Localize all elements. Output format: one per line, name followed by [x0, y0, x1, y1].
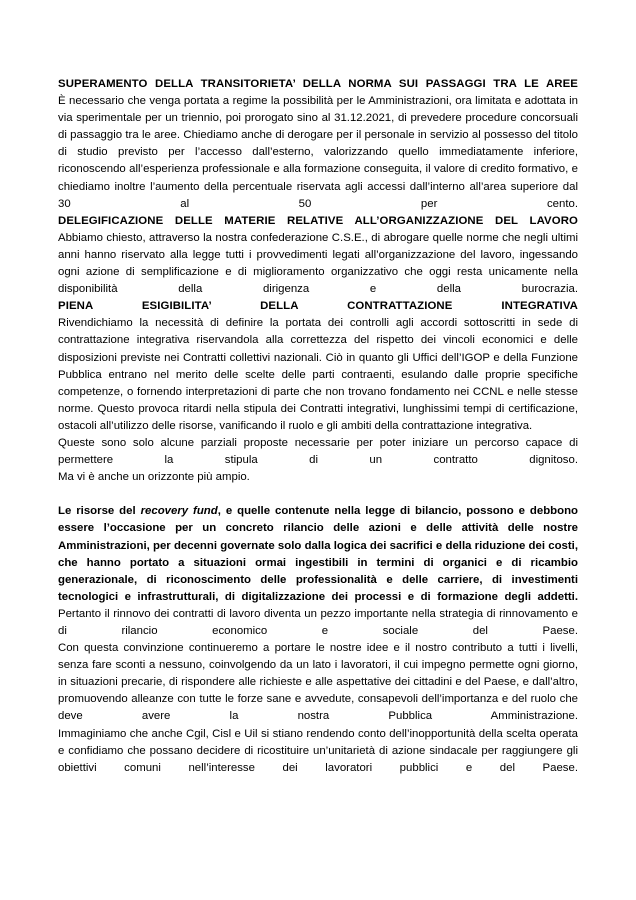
paragraph-superamento-body: È necessario che venga portata a regime la possibilità per le Amministrazioni, ora limitata e adottata in via sperimentale per un triennio, poi prorogato sino al 31.12.2021, di prevedere procedure concorsuali di passaggio tra le aree. Chiediamo anche di derogare per il personale in servizio al possesso del titolo di studio previsto per l’accesso dall’esterno, valorizzando quello immediatamente inferiore, riconoscendo all’esperienza professionale e alla formazione conseguita, il valore di credito formativo, e chiediamo inoltre l’aumento della percentuale riservata agli accessi dall’interno all’area superiore dal 30 al 50 per cento. — [58, 95, 578, 210]
paragraph-rinnovo-contratti: Pertanto il rinnovo dei contratti di lavoro diventa un pezzo importante nella strategia di rinnovamento e di rilancio economico e sociale del Paese. — [58, 607, 578, 637]
section-heading-piena-esigibilita: PIENA ESIGIBILITA’ DELLA CONTRATTAZIONE INTEGRATIVA — [58, 300, 578, 313]
paragraph-unitarieta-sindacale: Immaginiamo che anche Cgil, Cisl e Uil si stiano rendendo conto dell’inopportunità della scelta operata e confidiamo che possano decidere di ricostituire un’unitarietà di azione sindacale per raggiungere gli obiettivi comuni nell’interesse dei lavoratori pubblici e del Paese. — [58, 727, 578, 774]
paragraph-delegificazione-body: Abbiamo chiesto, attraverso la nostra confederazione C.S.E., di abrogare quelle norme che negli ultimi anni hanno riservato alla legge tutti i provvedimenti legati all’organizzazione del lavoro, ingessando ogni azione di semplificazione e di miglioramento organizzativo che oggi resta unicamente nella disponibilità della dirigenza e della burocrazia. — [58, 231, 578, 296]
section-heading-superamento-transitorieta: SUPERAMENTO DELLA TRANSITORIETA’ DELLA NORMA SUI PASSAGGI TRA LE AREE — [58, 78, 578, 90]
paragraph-recovery-fund-bold — [58, 503, 578, 606]
document-text-body — [58, 76, 578, 777]
paragraph-proposte-parziali: Queste sono solo alcune parziali proposte necessarie per poter iniziare un percorso capace di permettere la stipula di un contratto dignitoso. — [58, 436, 578, 467]
recovery-fund-trailing-text: , e quelle contenute nella legge di bilancio, possono e debbono essere l’occasione per un concreto rilancio delle azioni e delle attività delle nostre Amministrazioni, per decenni governate solo dalla logica dei sacrifici e della riduzione dei costi, che hanno portato a situazioni ormai ingestibili in termini di organici e di ricambio generazionale, di riconoscimento delle professionalità e delle carriere, di investimenti tecnologici e infrastrutturali, di digitalizzazione dei processi e di formazione degli addetti. — [58, 505, 578, 603]
section-heading-delegificazione: DELEGIFICAZIONE DELLE MATERIE RELATIVE ALL’ORGANIZZAZIONE DEL LAVORO — [58, 214, 578, 227]
paragraph-orizzonte-ampio: Ma vi è anche un orizzonte più ampio. — [58, 471, 250, 484]
paragraph-contrattazione-integrativa-body: Rivendichiamo la necessità di definire la portata dei controlli agli accordi sottoscritti in sede di contrattazione integrativa riservandola alla correttezza del rispetto dei vincoli economici e delle disposizioni previste nei Contratti collettivi nazionali. Ciò in quanto gli Uffici dell’IGOP e della Funzione Pubblica entrano nel merito delle scelte delle parti contraenti, esulando dalle proprie specifiche competenze, o fornendo interpretazioni di parte che non trovano fondamento nei CCNL e nelle stesse norme. Questo provoca ritardi nella stipula dei Contratti integrativi, lunghissimi tempi di certificazione, ostacoli all’utilizzo delle risorse, vanificando il ruolo e gli ambiti della contrattazione integrativa. — [58, 317, 578, 432]
paragraph-spacer — [58, 486, 578, 503]
recovery-fund-italic-term: recovery fund — [140, 505, 218, 518]
recovery-fund-lead-text: Le risorse del — [58, 505, 141, 518]
paragraph-convinzione-contributo: Con questa convinzione continueremo a portare le nostre idee e il nostro contributo a tutti i livelli, senza fare sconti a nessuno, coinvolgendo da un lato i lavoratori, il cui impegno permette ogni giorno, in situazioni precarie, di rispondere alle richieste e alle aspettative dei cittadini e del Paese, e dall’altro, promuovendo alleanze con tutte le forze sane e avvedute, consapevoli dell’importanza e del ruolo che deve avere la nostra Pubblica Amministrazione. — [58, 642, 578, 723]
